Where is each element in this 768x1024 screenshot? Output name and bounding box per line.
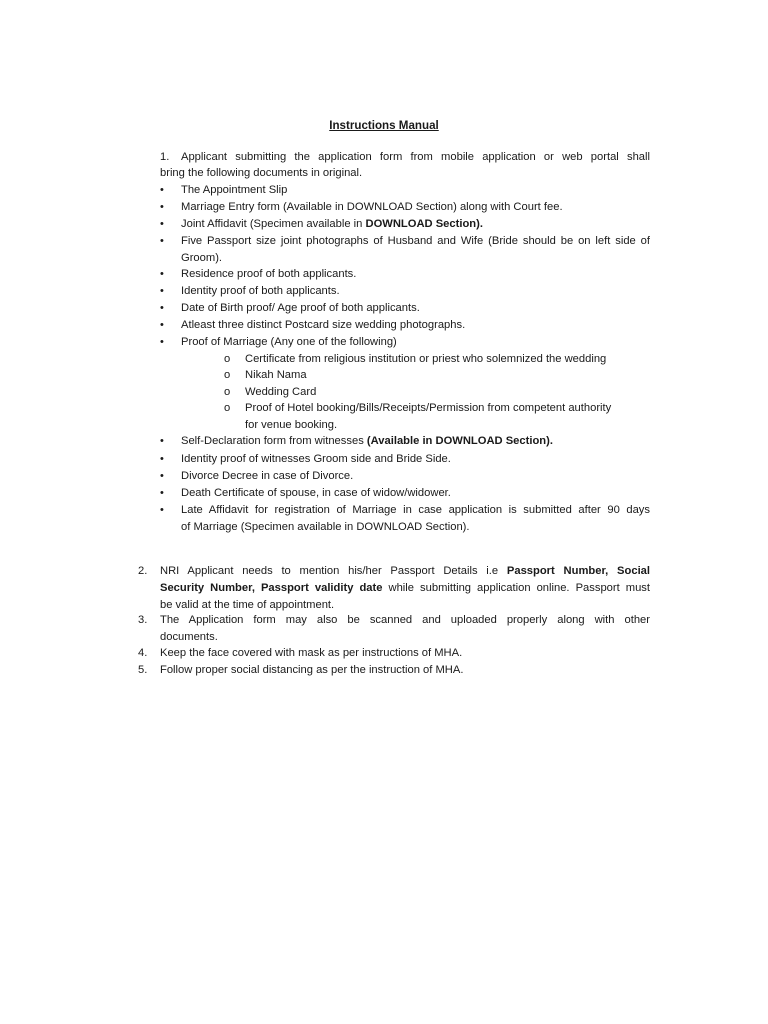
hollow-bullet-icon: o bbox=[224, 353, 231, 365]
list-item-bold-text: DOWNLOAD Section). bbox=[365, 218, 483, 230]
sub-list-item-text: Nikah Nama bbox=[245, 369, 307, 381]
item-number: 3. bbox=[138, 614, 148, 626]
list-item-text: Date of Birth proof/ Age proof of both applicants. bbox=[181, 302, 420, 314]
item-text: while submitting application online. Passport must bbox=[382, 581, 650, 594]
list-item-text: Proof of Marriage (Any one of the following) bbox=[181, 336, 397, 348]
list-item-text: Joint Affidavit (Specimen available in bbox=[181, 218, 366, 230]
item-text-line: Applicant submitting the application form from mobile application or web portal shall bbox=[181, 151, 650, 163]
list-item-text: Identity proof of both applicants. bbox=[181, 285, 340, 297]
item-number: 1. bbox=[160, 151, 170, 163]
bullet-icon: • bbox=[160, 319, 164, 331]
list-item-text: Self-Declaration form from witnesses bbox=[181, 435, 367, 447]
bullet-icon: • bbox=[160, 504, 164, 516]
item-text: The Application form may also be scanned and uploaded properly along with other bbox=[160, 614, 650, 626]
item-bold-text: Passport Number, Social bbox=[506, 565, 651, 577]
list-item-text: of Marriage (Specimen available in DOWNLOAD Section). bbox=[181, 520, 470, 533]
list-item-text: Death Certificate of spouse, in case of widow/widower. bbox=[181, 487, 451, 499]
item-text: Keep the face covered with mask as per instructions of MHA. bbox=[160, 647, 463, 659]
item-text: documents. bbox=[160, 630, 218, 643]
list-item-text: Five Passport size joint photographs of Husband and Wife (Bride should be on left side of bbox=[181, 235, 650, 247]
bullet-icon: • bbox=[160, 302, 164, 314]
bullet-icon: • bbox=[160, 184, 164, 196]
item-text: Follow proper social distancing as per the instruction of MHA. bbox=[160, 664, 464, 676]
list-item-text: Identity proof of witnesses Groom side and Bride Side. bbox=[181, 453, 451, 465]
sub-list-item-text: Proof of Hotel booking/Bills/Receipts/Permission from competent authority bbox=[245, 402, 612, 414]
item-text: NRI Applicant needs to mention his/her Passport Details i.e bbox=[160, 565, 507, 577]
bullet-icon: • bbox=[160, 487, 164, 499]
bullet-icon: • bbox=[160, 235, 164, 247]
list-item-text: Atleast three distinct Postcard size wedding photographs. bbox=[181, 319, 466, 331]
bullet-icon: • bbox=[160, 201, 164, 213]
bullet-icon: • bbox=[160, 218, 164, 230]
sub-list-item-text: Certificate from religious institution or priest who solemnized the wedding bbox=[245, 353, 607, 365]
list-item-text: Marriage Entry form (Available in DOWNLOAD Section) along with Court fee. bbox=[181, 201, 563, 213]
list-item-text: The Appointment Slip bbox=[181, 184, 288, 196]
item-text: be valid at the time of appointment. bbox=[160, 598, 335, 611]
item-number: 5. bbox=[138, 664, 148, 676]
hollow-bullet-icon: o bbox=[224, 369, 231, 381]
item-number: 4. bbox=[138, 647, 148, 659]
item-number: 2. bbox=[138, 565, 148, 577]
list-item-text: Late Affidavit for registration of Marriage in case application is submitted after 90 days bbox=[181, 504, 650, 516]
hollow-bullet-icon: o bbox=[224, 402, 231, 414]
bullet-icon: • bbox=[160, 285, 164, 297]
bullet-icon: • bbox=[160, 336, 164, 348]
bullet-icon: • bbox=[160, 268, 164, 280]
sub-list-item-text: for venue booking. bbox=[245, 418, 338, 431]
item-bold-text: Security Number, Passport validity date bbox=[160, 581, 383, 594]
list-item-text: Divorce Decree in case of Divorce. bbox=[181, 470, 354, 482]
bullet-icon: • bbox=[160, 435, 164, 447]
list-item-text: Residence proof of both applicants. bbox=[181, 268, 357, 280]
list-item-bold-text: (Available in DOWNLOAD Section). bbox=[366, 435, 553, 447]
list-item-text: Groom). bbox=[181, 251, 223, 264]
sub-list-item-text: Wedding Card bbox=[245, 386, 317, 398]
bullet-icon: • bbox=[160, 453, 164, 465]
page-title: Instructions Manual bbox=[329, 119, 439, 132]
item-text-line: bring the following documents in original. bbox=[160, 167, 363, 179]
bullet-icon: • bbox=[160, 470, 164, 482]
hollow-bullet-icon: o bbox=[224, 386, 231, 398]
